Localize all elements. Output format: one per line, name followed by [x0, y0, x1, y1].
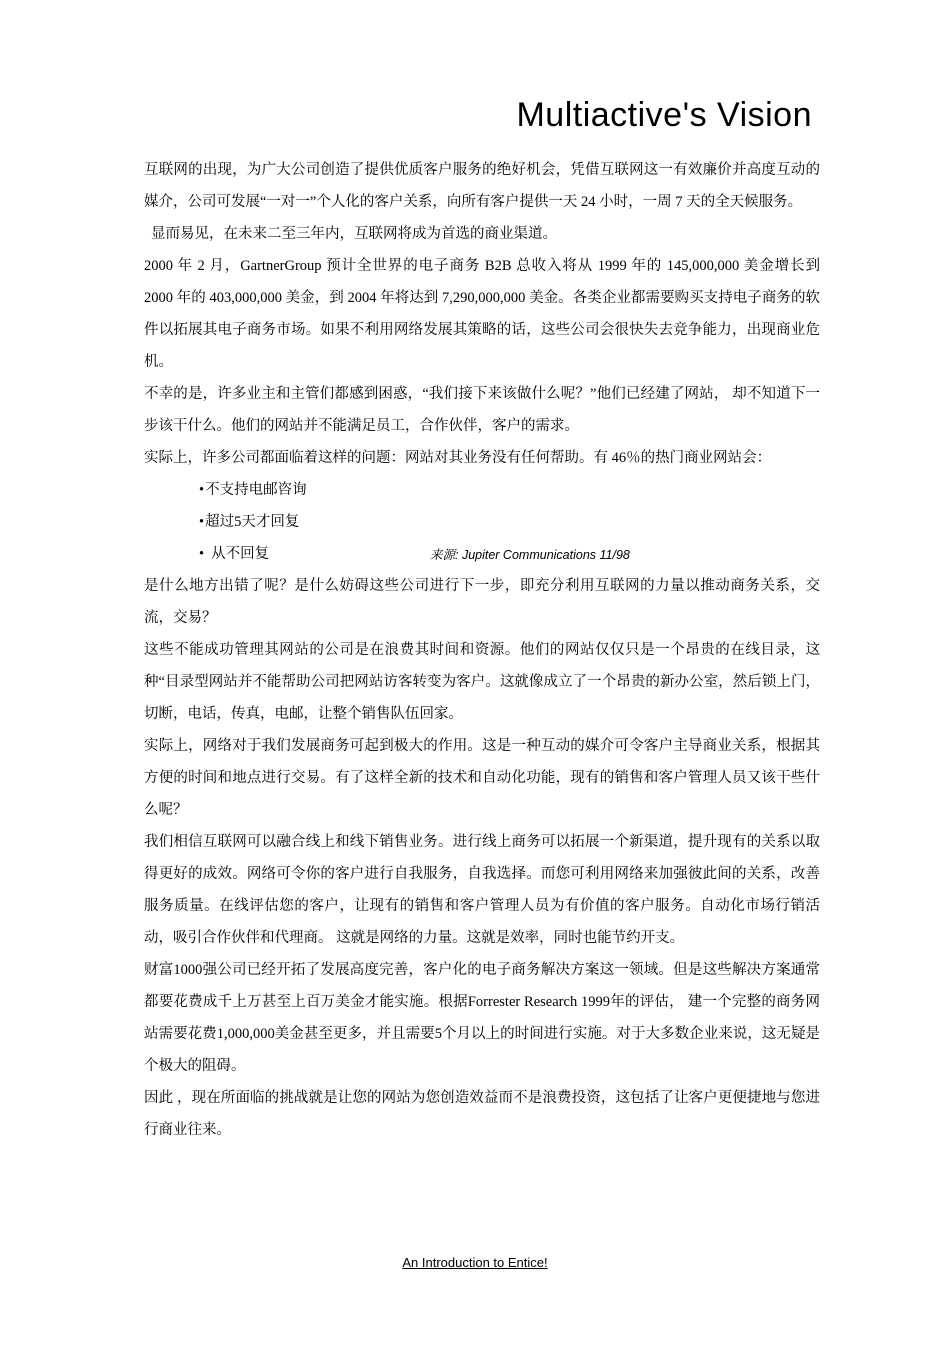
- paragraph-fortune1000-cost: 财富1000强公司已经开拓了发展高度完善，客户化的电子商务解决方案这一领域。但是这些解决方案通常都要花费成千上万甚至上百万美金才能实施。根据Forrester Research 1999年的评估， 建一个完整的商务网站需要花费1,000,000美金甚至更多，并且需要5个月以上的时间进行实施。对于大多数企业来说，这无疑是个极大的阻碍。: [144, 962, 820, 1074]
- paragraph-online-offline-merge: 我们相信互联网可以融合线上和线下销售业务。进行线上商务可以拓展一个新渠道，提升现有的关系以取得更好的成效。网络可令你的客户进行自我服务，自我选择。而您可利用网络来加强彼此间的关系，改善服务质量。在线评估您的客户，让现有的销售和客户管理人员为有价值的客户服务。自动化市场行销活动，吸引合作伙伴和代理商。 这就是网络的力量。这就是效率，同时也能节约开支。: [144, 834, 820, 946]
- source-note: 来源: Jupiter Communications 11/98: [430, 548, 630, 562]
- page-title: Multiactive's Vision: [516, 96, 812, 134]
- bullet-icon: •: [199, 514, 205, 530]
- paragraph-obvious-channel: 显而易见，在未来二至三年内，互联网将成为首选的商业渠道。: [151, 226, 557, 242]
- paragraph-what-went-wrong: 是什么地方出错了呢？是什么妨碍这些公司进行下一步，即充分利用互联网的力量以推动商务关系，交流，交易？: [144, 578, 820, 626]
- paragraph-gartner-forecast: 2000 年 2 月，GartnerGroup 预计全世界的电子商务 B2B 总收入将从 1999 年的 145,000,000 美金增长到 2000 年的 403,000,000 美金，到 2004 年将达到 7,290,000,000 美金。各类企业都需要购买支持电子商务的软件以拓展其电子商务市场。如果不利用网络发展其策略的话，这些公司会很快失去竞争能力，出现商业危机。: [144, 258, 820, 370]
- paragraph-challenge-conclusion: 因此 ，现在所面临的挑战就是让您的网站为您创造效益而不是浪费投资，这包括了让客户更便捷地与您进行商业往来。: [144, 1090, 820, 1138]
- paragraph-internet-opportunity: 互联网的出现，为广大公司创造了提供优质客户服务的绝好机会，凭借互联网这一有效廉价并高度互动的媒介，公司可发展“一对一”个人化的客户关系，向所有客户提供一天 24 小时，一周 7 天的全天候服务。: [144, 162, 820, 210]
- bullet-item-label: 超过5天才回复: [205, 514, 300, 530]
- paragraph-wasting-resources: 这些不能成功管理其网站的公司是在浪费其时间和资源。他们的网站仅仅只是一个昂贵的在线目录，这种“目录型网站并不能帮助公司把网站访客转变为客户。这就像成立了一个昂贵的新办公室，然后锁上门，切断，电话，传真，电邮，让整个销售队伍回家。: [144, 642, 820, 722]
- document-body: [144, 154, 820, 1146]
- paragraph-website-problem: 实际上，许多公司都面临着这样的问题：网站对其业务没有任何帮助。有 46％的热门商业网站会：: [144, 450, 772, 466]
- bullet-item-slow-reply: [199, 506, 820, 538]
- bullet-list: [144, 474, 820, 570]
- bullet-item-label: 从不回复: [211, 546, 270, 562]
- page-footer: An Introduction to Entice!: [402, 1255, 548, 1270]
- bullet-item-no-email: [199, 474, 820, 506]
- paragraph-web-potential: 实际上，网络对于我们发展商务可起到极大的作用。这是一种互动的媒介可令客户主导商业关系，根据其方便的时间和地点进行交易。有了这样全新的技术和自动化功能，现有的销售和客户管理人员又该干些什么呢？: [144, 738, 820, 818]
- bullet-item-label: 不支持电邮咨询: [205, 482, 307, 498]
- paragraph-owners-confused: 不幸的是，许多业主和主管们都感到困惑，“我们接下来该做什么呢？”他们已经建了网站， 却不知道下一步该干什么。他们的网站并不能满足员工，合作伙伴，客户的需求。: [144, 386, 820, 434]
- bullet-item-never-reply: [199, 538, 820, 570]
- bullet-icon: •: [199, 482, 205, 498]
- bullet-icon: •: [199, 546, 205, 562]
